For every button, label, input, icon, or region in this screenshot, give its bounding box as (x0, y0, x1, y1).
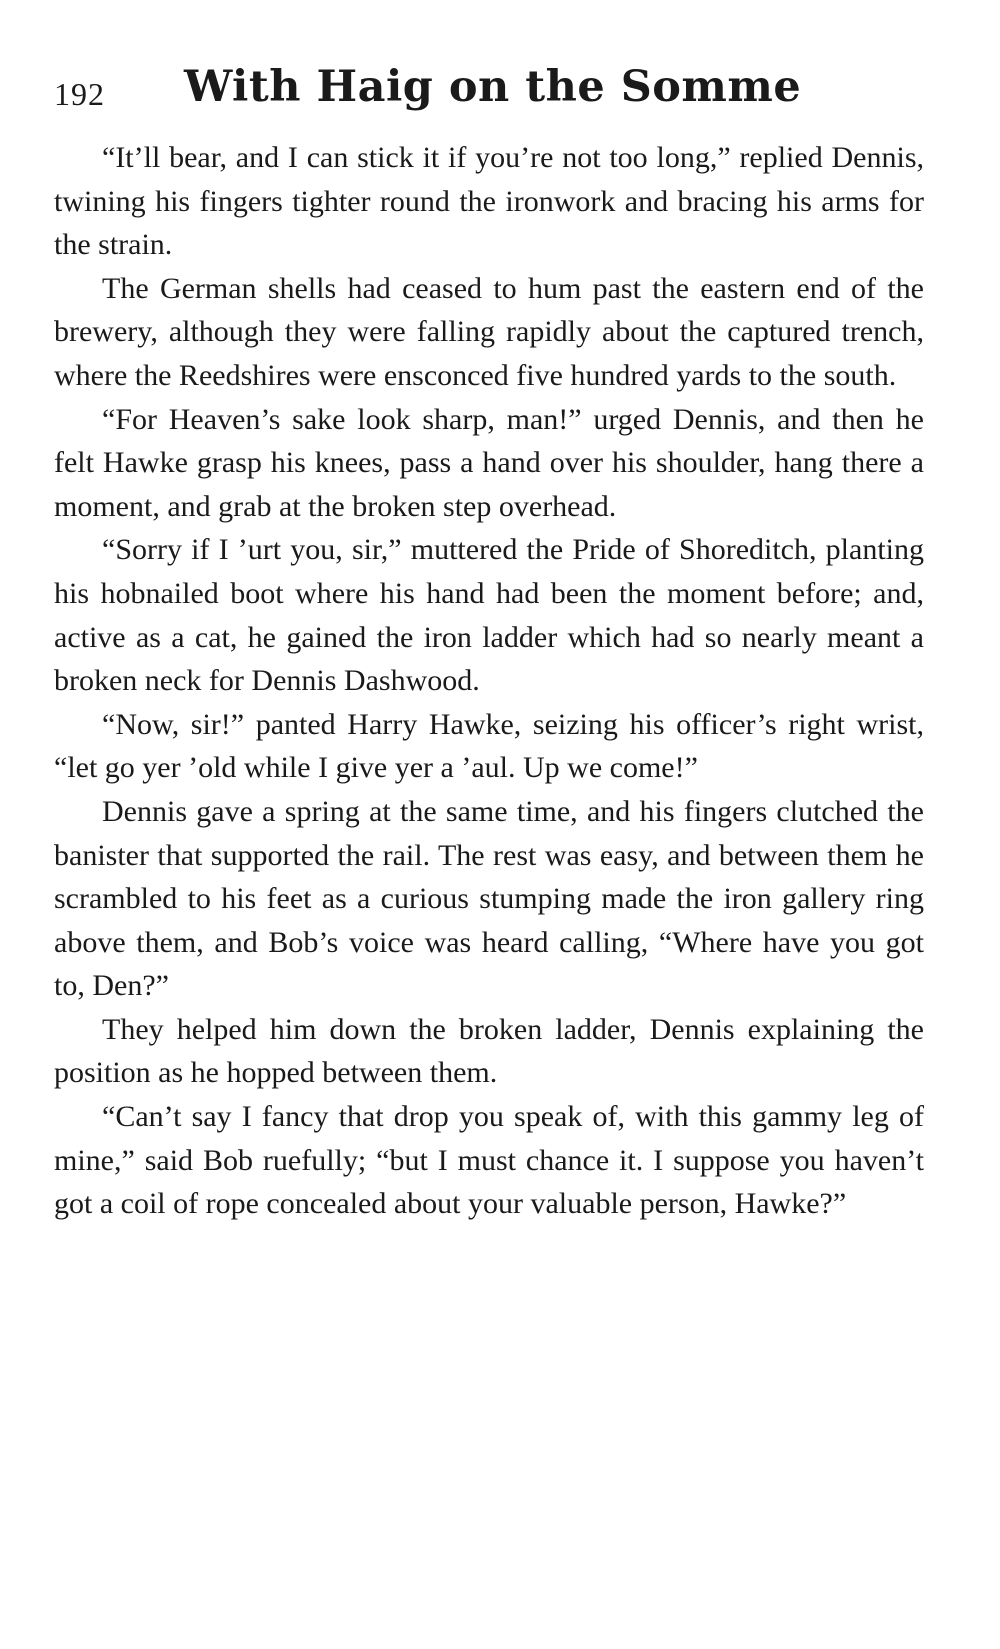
paragraph: The German shells had ceased to hum past the eastern end of the brewery, although they were falling rapidly about the captured trench, where the Reedshires were ensconced five hundred yards to the south. (54, 271, 924, 392)
paragraph: “Now, sir!” panted Harry Hawke, seizing his officer’s right wrist, “let go yer ’old while I give yer a ’aul. Up we come!” (54, 707, 924, 785)
page-number: 192 (54, 76, 105, 112)
paragraph: Dennis gave a spring at the same time, and his fingers clutched the banister that supported the rail. The rest was easy, and between them he scrambled to his feet as a curious stumping made the iron gallery ring above them, and Bob’s voice was heard calling, “Where have you got to, Den?” (54, 794, 924, 1003)
paragraph: “For Heaven’s sake look sharp, man!” urged Dennis, and then he felt Hawke grasp his knees, pass a hand over his shoulder, hang there a moment, and grab at the broken step overhead. (54, 402, 924, 523)
running-title: With Haig on the Somme (184, 62, 802, 112)
paragraph: “Sorry if I ’urt you, sir,” muttered the Pride of Shoreditch, planting his hobnailed boot where his hand had been the moment before; and, active as a cat, he gained the iron ladder which had so nearly meant a broken neck for Dennis Dashwood. (54, 533, 924, 698)
paragraph: They helped him down the broken ladder, Dennis explaining the position as he hopped between them. (54, 1012, 924, 1090)
paragraph: “It’ll bear, and I can stick it if you’re not too long,” replied Dennis, twining his fingers tighter round the ironwork and bracing his arms for the strain. (54, 141, 924, 262)
paragraph: “Can’t say I fancy that drop you speak of, with this gammy leg of mine,” said Bob ruefully; “but I must chance it. I suppose you haven’t got a coil of rope concealed about your valuable person, Hawke?” (54, 1100, 924, 1221)
body-text (54, 136, 924, 1226)
page-header (54, 62, 934, 122)
